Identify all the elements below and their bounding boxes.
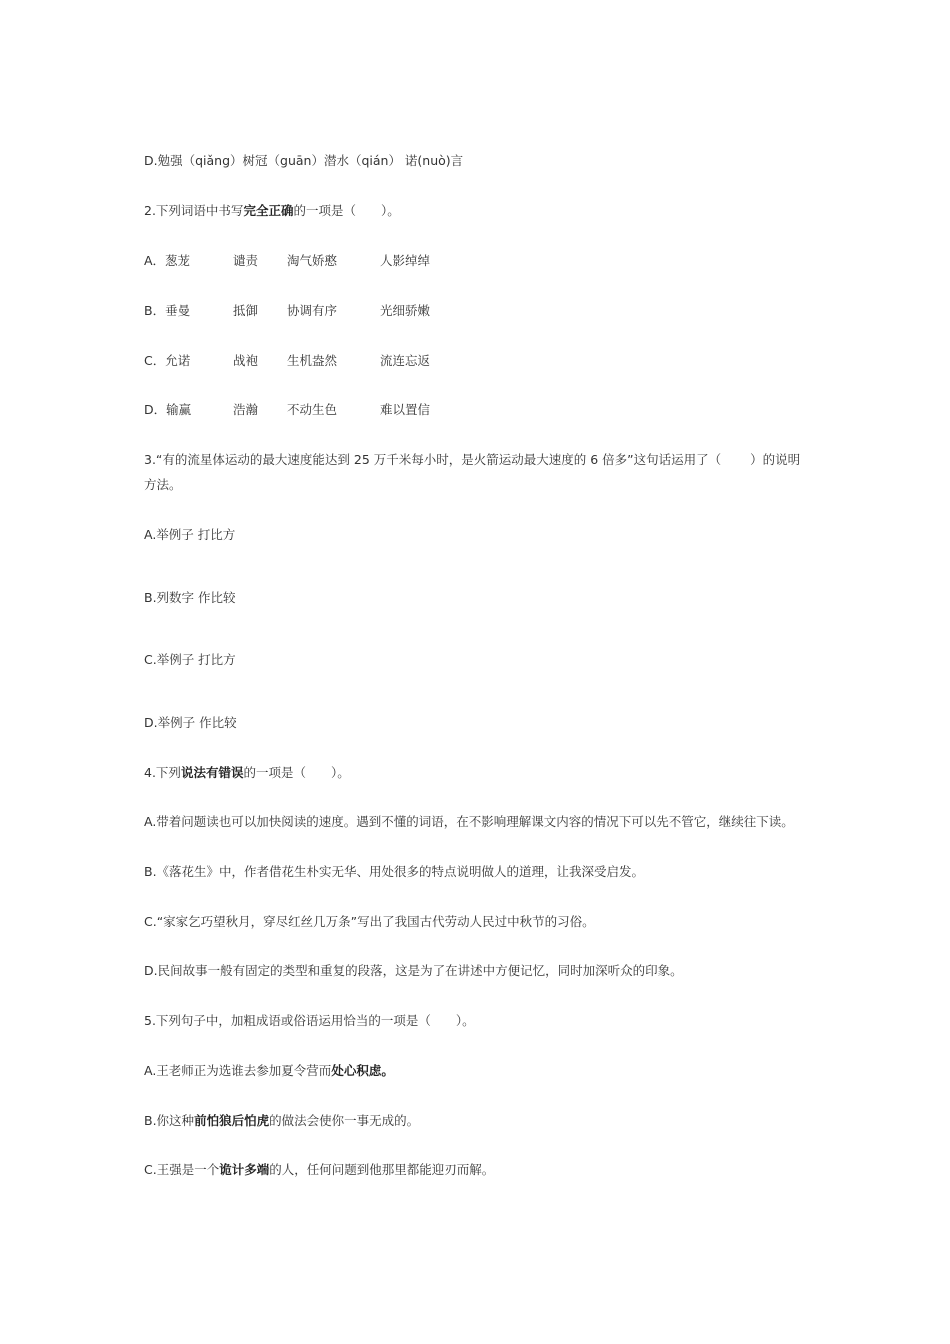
- q3-option-b: B.列数字 作比较: [144, 590, 236, 605]
- option-word: 淘气娇憨: [287, 253, 338, 268]
- option-word: 难以置信: [380, 402, 431, 417]
- option-word: 生机盎然: [287, 353, 338, 368]
- q5-b-text-end: 的做法会使你一事无成的。: [269, 1113, 420, 1128]
- q5-b-bold: 前怕狼后怕虎: [194, 1113, 270, 1128]
- q4-text-c: 的一项是（ ）。: [243, 765, 350, 780]
- option-word: D．输赢: [144, 402, 192, 417]
- q5-a-text: A.王老师正为选谁去参加夏令营而: [144, 1063, 332, 1078]
- option-word: 协调有序: [287, 303, 338, 318]
- option-word: 抵御: [233, 303, 259, 318]
- option-word: 人影绰绰: [380, 253, 431, 268]
- q5-option-b: [144, 1108, 419, 1133]
- q5-c-bold: 诡计多端: [219, 1162, 270, 1177]
- question-2: [144, 198, 400, 223]
- q4-option-a: A.带着问题读也可以加快阅读的速度。遇到不懂的词语，在不影响理解课文内容的情况下可以先不管它，继续往下读。: [144, 814, 794, 829]
- q4-text-a: 4.下列: [144, 765, 181, 780]
- q5-option-a: [144, 1058, 394, 1083]
- q3-option-a: A.举例子 打比方: [144, 527, 236, 542]
- q5-a-bold: 处心积虑。: [331, 1063, 394, 1078]
- q2-text-c: 的一项是（ ）。: [293, 203, 400, 218]
- q3-option-c: C.举例子 打比方: [144, 652, 236, 667]
- q5-option-c: [144, 1157, 494, 1182]
- option-word: A．葱茏: [144, 253, 191, 268]
- question-4: [144, 760, 350, 785]
- option-word: 浩瀚: [233, 402, 259, 417]
- option-word: C．允诺: [144, 353, 191, 368]
- q1-option-d: D.勉强（qiǎng）树冠（guān）潜水（qián） 诺(nuò)言: [144, 153, 464, 168]
- option-word: 流连忘返: [380, 353, 431, 368]
- q2-bold: 完全正确: [243, 203, 294, 218]
- q5-c-text-end: 的人，任何问题到他那里都能迎刃而解。: [269, 1162, 495, 1177]
- question-3: 3.“有的流星体运动的最大速度能达到 25 万千米每小时，是火箭运动最大速度的 6 倍多”这句话运用了（ ）的说明方法。: [144, 452, 801, 492]
- q5-b-text: B.你这种: [144, 1113, 195, 1128]
- option-word: 不动生色: [287, 402, 338, 417]
- q5-c-text: C.王强是一个: [144, 1162, 220, 1177]
- q4-option-d: D.民间故事一般有固定的类型和重复的段落，这是为了在讲述中方便记忆，同时加深听众的印象。: [144, 963, 683, 978]
- option-word: B．垂曼: [144, 303, 191, 318]
- option-word: 战袍: [233, 353, 259, 368]
- q2-text-a: 2.下列词语中书写: [144, 203, 244, 218]
- option-word: 谴责: [233, 253, 259, 268]
- q4-bold: 说法有错误: [180, 765, 244, 780]
- q4-option-b: B.《落花生》中，作者借花生朴实无华、用处很多的特点说明做人的道理，让我深受启发。: [144, 864, 645, 879]
- question-5: 5.下列句子中，加粗成语或俗语运用恰当的一项是（ ）。: [144, 1013, 475, 1028]
- option-word: 光细骄嫩: [380, 303, 431, 318]
- q3-option-d: D.举例子 作比较: [144, 715, 237, 730]
- q4-option-c: C.“家家乞巧望秋月，穿尽红丝几万条”写出了我国古代劳动人民过中秋节的习俗。: [144, 914, 595, 929]
